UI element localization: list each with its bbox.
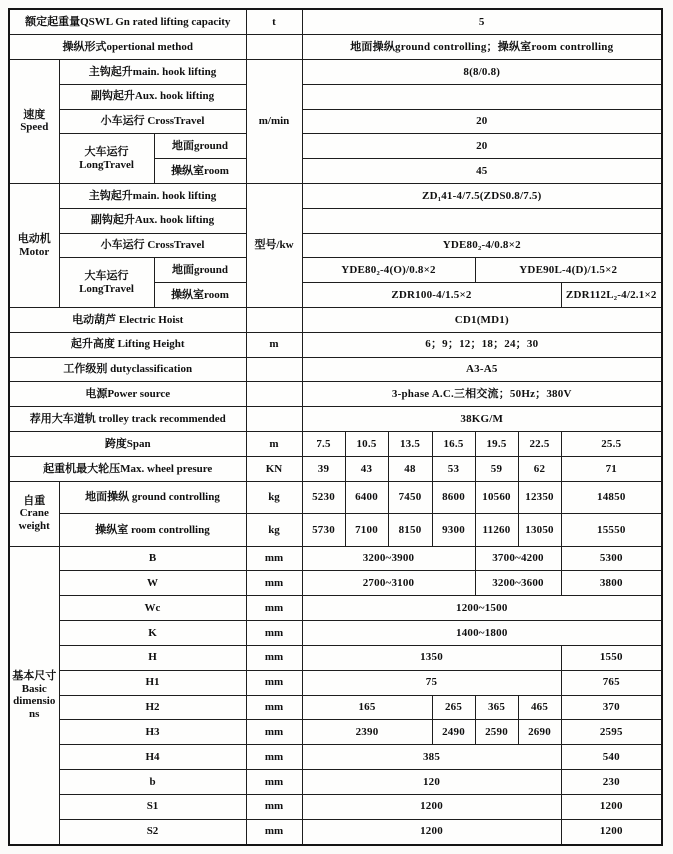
dimension-W-value: 3800: [561, 571, 662, 596]
speed-long-travel-ground-label: 地面ground: [154, 134, 246, 159]
max-wheel-pressure-value: 39: [302, 456, 345, 481]
dimension-W-value: 2700~3100: [302, 571, 475, 596]
motor-long-travel-ground-label: 地面ground: [154, 258, 246, 283]
dimension-S1-label: S1: [59, 794, 246, 819]
motor-long-travel-ground-value-right: YDE90L-4(D)/1.5×2: [475, 258, 662, 283]
speed-group-label: 速度 Speed: [9, 59, 59, 183]
dimension-H1-value: 75: [302, 670, 561, 695]
rated-capacity-unit: t: [246, 9, 302, 35]
row-electric-hoist: [9, 308, 662, 333]
crane-weight-group-label: 自重 Crane weight: [9, 481, 59, 546]
row-trolley-track: [9, 407, 662, 432]
row-dimension-S2: [9, 819, 662, 845]
dimension-H2-value: 365: [475, 695, 518, 720]
max-wheel-pressure-value: 71: [561, 456, 662, 481]
crane-weight-room-value: 8150: [388, 514, 432, 546]
dimension-Wc-value: 1200~1500: [302, 596, 662, 621]
row-dimension-H3: [9, 720, 662, 745]
crane-weight-ground-value: 5230: [302, 481, 345, 513]
dimension-H2-unit: mm: [246, 695, 302, 720]
dimension-K-label: K: [59, 621, 246, 646]
max-wheel-pressure-value: 48: [388, 456, 432, 481]
row-motor-long-travel-ground: [9, 258, 662, 283]
motor-group-label: 电动机 Motor: [9, 183, 59, 307]
dimension-b-value: 120: [302, 769, 561, 794]
duty-classification-value: A3-A5: [302, 357, 662, 382]
power-source-unit: [246, 382, 302, 407]
dimension-B-value: 3700~4200: [475, 546, 561, 571]
max-wheel-pressure-label: 起重机最大轮压Max. wheel presure: [9, 456, 246, 481]
crane-weight-ground-value: 12350: [518, 481, 561, 513]
motor-long-travel-room-value-left: ZDR100-4/1.5×2: [302, 283, 561, 308]
dimension-W-unit: mm: [246, 571, 302, 596]
crane-weight-ground-value: 14850: [561, 481, 662, 513]
trolley-track-unit: [246, 407, 302, 432]
trolley-track-value: 38KG/M: [302, 407, 662, 432]
row-lifting-height: [9, 332, 662, 357]
rated-capacity-label: 额定起重量QSWL Gn rated lifting capacity: [9, 9, 246, 35]
speed-long-travel-ground-value: 20: [302, 134, 662, 159]
dimension-H1-value: 765: [561, 670, 662, 695]
dimension-S2-unit: mm: [246, 819, 302, 845]
row-speed-main-hook: [9, 59, 662, 84]
crane-spec-table: [8, 8, 663, 846]
dimension-Wc-unit: mm: [246, 596, 302, 621]
dimension-W-value: 3200~3600: [475, 571, 561, 596]
crane-weight-room-value: 11260: [475, 514, 518, 546]
crane-weight-room-value: 5730: [302, 514, 345, 546]
dimension-H3-value: 2690: [518, 720, 561, 745]
dimension-b-value: 230: [561, 769, 662, 794]
max-wheel-pressure-value: 53: [432, 456, 475, 481]
speed-main-hook-value: 8(8/0.8): [302, 59, 662, 84]
motor-cross-travel-value: YDE80₂-4/0.8×2: [302, 233, 662, 258]
dimension-B-unit: mm: [246, 546, 302, 571]
speed-unit: m/min: [246, 59, 302, 183]
speed-cross-travel-label: 小车运行 CrossTravel: [59, 109, 246, 134]
span-value: 13.5: [388, 432, 432, 457]
row-operational-method: [9, 35, 662, 60]
span-value: 10.5: [345, 432, 388, 457]
dimension-H3-value: 2390: [302, 720, 432, 745]
row-motor-main-hook: [9, 183, 662, 208]
dimension-b-label: b: [59, 769, 246, 794]
row-crane-weight-room: [9, 514, 662, 546]
max-wheel-pressure-unit: KN: [246, 456, 302, 481]
speed-long-travel-room-label: 操纵室room: [154, 159, 246, 184]
dimension-S2-value: 1200: [561, 819, 662, 845]
dimension-H1-unit: mm: [246, 670, 302, 695]
row-power-source: [9, 382, 662, 407]
row-dimension-B: [9, 546, 662, 571]
motor-cross-travel-label: 小车运行 CrossTravel: [59, 233, 246, 258]
dimension-S1-value: 1200: [302, 794, 561, 819]
row-crane-weight-ground: [9, 481, 662, 513]
dimension-H-unit: mm: [246, 645, 302, 670]
crane-weight-room-value: 13050: [518, 514, 561, 546]
row-duty-classification: [9, 357, 662, 382]
operational-method-value: 地面操纵ground controlling；操纵室room controlling: [302, 35, 662, 60]
row-dimension-Wc: [9, 596, 662, 621]
dimension-H3-value: 2490: [432, 720, 475, 745]
row-motor-aux-hook: [9, 208, 662, 233]
dimension-H1-label: H1: [59, 670, 246, 695]
speed-long-travel-room-value: 45: [302, 159, 662, 184]
max-wheel-pressure-value: 62: [518, 456, 561, 481]
motor-main-hook-label: 主钩起升main. hook lifting: [59, 183, 246, 208]
motor-long-travel-room-label: 操纵室room: [154, 283, 246, 308]
row-speed-aux-hook: [9, 84, 662, 109]
dimension-b-unit: mm: [246, 769, 302, 794]
span-value: 7.5: [302, 432, 345, 457]
dimension-B-value: 3200~3900: [302, 546, 475, 571]
row-dimension-H4: [9, 745, 662, 770]
dimension-S1-value: 1200: [561, 794, 662, 819]
crane-weight-room-unit: kg: [246, 514, 302, 546]
dimension-H3-value: 2595: [561, 720, 662, 745]
motor-aux-hook-label: 副钩起升Aux. hook lifting: [59, 208, 246, 233]
crane-weight-room-label: 操纵室 room controlling: [59, 514, 246, 546]
row-rated-capacity: [9, 9, 662, 35]
dimension-H2-value: 265: [432, 695, 475, 720]
row-span: [9, 432, 662, 457]
row-dimension-K: [9, 621, 662, 646]
row-motor-cross-travel: [9, 233, 662, 258]
row-max-wheel-pressure: [9, 456, 662, 481]
speed-aux-hook-value: [302, 84, 662, 109]
dimension-S2-label: S2: [59, 819, 246, 845]
dimension-B-label: B: [59, 546, 246, 571]
span-value: 25.5: [561, 432, 662, 457]
rated-capacity-value: 5: [302, 9, 662, 35]
dimension-W-label: W: [59, 571, 246, 596]
dimension-H4-value: 540: [561, 745, 662, 770]
dimension-H3-unit: mm: [246, 720, 302, 745]
motor-long-travel-room-value-right: ZDR112L₂-4/2.1×2: [561, 283, 662, 308]
crane-weight-ground-unit: kg: [246, 481, 302, 513]
crane-weight-ground-value: 8600: [432, 481, 475, 513]
dimension-Wc-label: Wc: [59, 596, 246, 621]
operational-method-label: 操纵形式opertional method: [9, 35, 246, 60]
power-source-value: 3-phase A.C.三相交流；50Hz；380V: [302, 382, 662, 407]
duty-classification-unit: [246, 357, 302, 382]
lifting-height-unit: m: [246, 332, 302, 357]
crane-weight-room-value: 7100: [345, 514, 388, 546]
power-source-label: 电源Power source: [9, 382, 246, 407]
span-value: 16.5: [432, 432, 475, 457]
dimension-H-value: 1350: [302, 645, 561, 670]
span-label: 跨度Span: [9, 432, 246, 457]
motor-long-travel-ground-value-left: YDE80₂-4(O)/0.8×2: [302, 258, 475, 283]
speed-long-travel-label: 大车运行 LongTravel: [59, 134, 154, 184]
dimension-S2-value: 1200: [302, 819, 561, 845]
crane-weight-ground-value: 10560: [475, 481, 518, 513]
electric-hoist-value: CD1(MD1): [302, 308, 662, 333]
crane-weight-ground-value: 7450: [388, 481, 432, 513]
dimension-S1-unit: mm: [246, 794, 302, 819]
dimension-K-unit: mm: [246, 621, 302, 646]
span-unit: m: [246, 432, 302, 457]
max-wheel-pressure-value: 59: [475, 456, 518, 481]
motor-aux-hook-value: [302, 208, 662, 233]
dimension-H2-value: 165: [302, 695, 432, 720]
dimension-H-label: H: [59, 645, 246, 670]
lifting-height-label: 起升高度 Lifting Height: [9, 332, 246, 357]
row-dimension-S1: [9, 794, 662, 819]
speed-main-hook-label: 主钩起升main. hook lifting: [59, 59, 246, 84]
dimension-H-value: 1550: [561, 645, 662, 670]
motor-main-hook-value: ZD₁41-4/7.5(ZDS0.8/7.5): [302, 183, 662, 208]
row-dimension-H1: [9, 670, 662, 695]
crane-weight-room-value: 9300: [432, 514, 475, 546]
crane-weight-room-value: 15550: [561, 514, 662, 546]
lifting-height-value: 6；9；12；18；24；30: [302, 332, 662, 357]
dimension-H2-value: 370: [561, 695, 662, 720]
dimension-H3-value: 2590: [475, 720, 518, 745]
speed-aux-hook-label: 副钩起升Aux. hook lifting: [59, 84, 246, 109]
row-dimension-W: [9, 571, 662, 596]
row-dimension-b: [9, 769, 662, 794]
span-value: 19.5: [475, 432, 518, 457]
speed-cross-travel-value: 20: [302, 109, 662, 134]
dimension-H4-value: 385: [302, 745, 561, 770]
max-wheel-pressure-value: 43: [345, 456, 388, 481]
row-speed-long-travel-ground: [9, 134, 662, 159]
dimension-H2-label: H2: [59, 695, 246, 720]
dimension-H4-unit: mm: [246, 745, 302, 770]
electric-hoist-label: 电动葫芦 Electric Hoist: [9, 308, 246, 333]
trolley-track-label: 荐用大车道轨 trolley track recommended: [9, 407, 246, 432]
duty-classification-label: 工作级别 dutyclassification: [9, 357, 246, 382]
motor-unit: 型号/kw: [246, 183, 302, 307]
crane-weight-ground-label: 地面操纵 ground controlling: [59, 481, 246, 513]
dimension-K-value: 1400~1800: [302, 621, 662, 646]
electric-hoist-unit: [246, 308, 302, 333]
basic-dimensions-group-label: 基本尺寸 Basic dimensions: [9, 546, 59, 845]
row-speed-cross-travel: [9, 109, 662, 134]
motor-long-travel-label: 大车运行 LongTravel: [59, 258, 154, 308]
dimension-B-value: 5300: [561, 546, 662, 571]
dimension-H2-value: 465: [518, 695, 561, 720]
dimension-H3-label: H3: [59, 720, 246, 745]
row-dimension-H: [9, 645, 662, 670]
dimension-H4-label: H4: [59, 745, 246, 770]
row-dimension-H2: [9, 695, 662, 720]
crane-weight-ground-value: 6400: [345, 481, 388, 513]
span-value: 22.5: [518, 432, 561, 457]
operational-method-unit: [246, 35, 302, 60]
